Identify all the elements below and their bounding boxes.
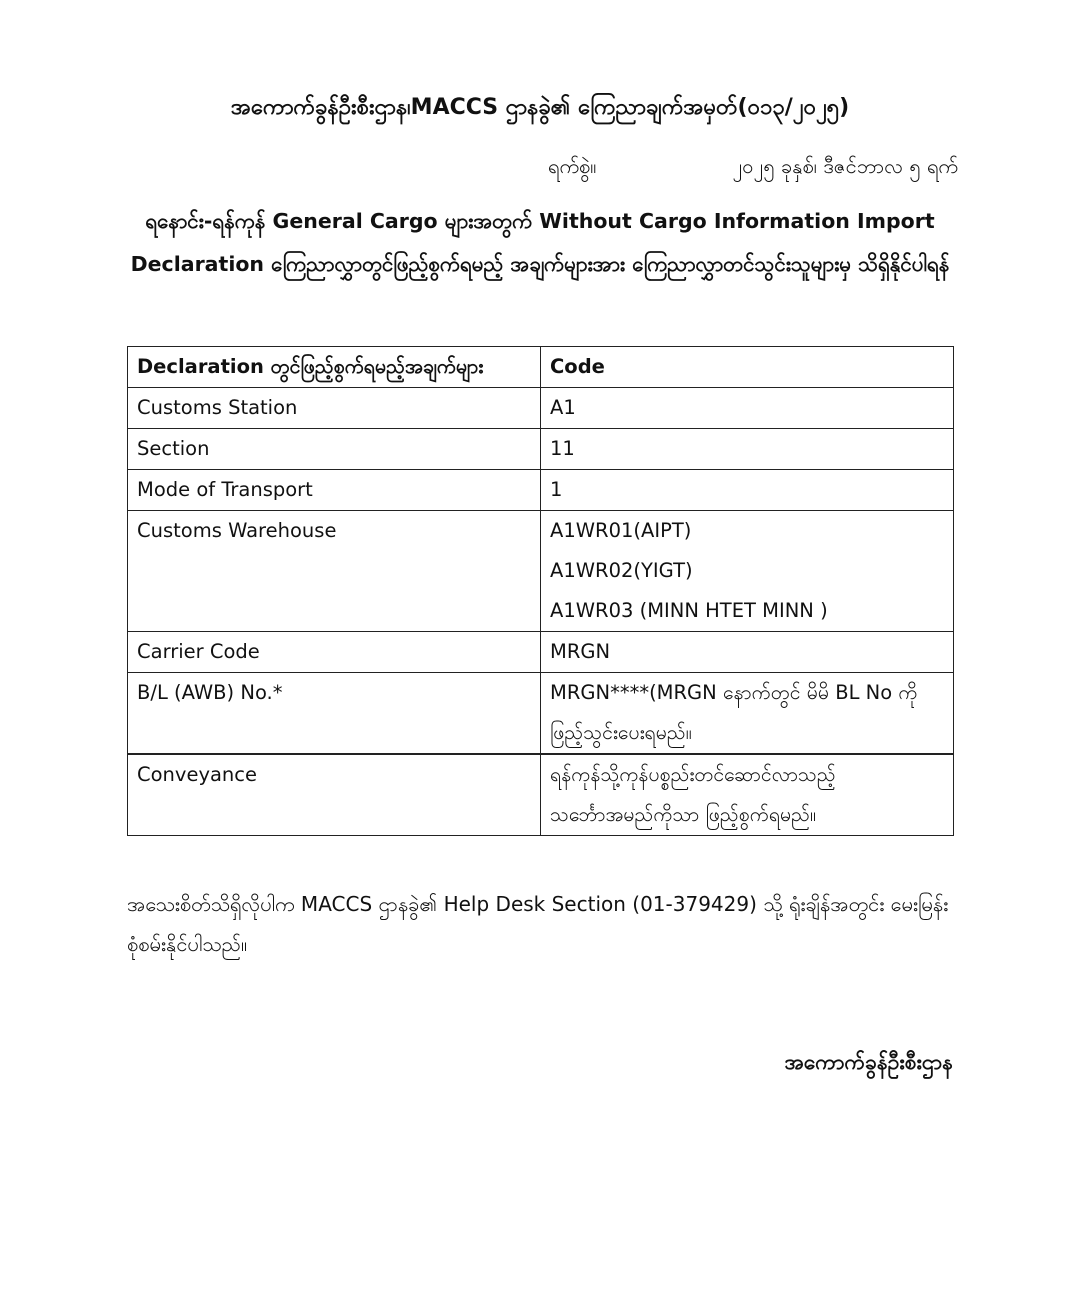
code-value: A1WR03 (MINN HTET MINN )	[550, 599, 828, 622]
field-cell: Carrier Code	[128, 632, 541, 673]
table-row-mode-of-transport	[128, 470, 954, 511]
code-value: A1WR02(YIGT)	[550, 559, 693, 582]
code-value: 11	[550, 437, 575, 460]
field-cell: Conveyance	[128, 754, 541, 836]
announcement-heading: ရနောင်း-ရန်ကုန် General Cargo များအတွက် Without Cargo Information Import Declaration ကြေညာလွှာတွင်ဖြည့်စွက်ရမည့် အချက်များအား ကြေညာလွှာတင်သွင်းသူများမှ သိရှိနိုင်ပါရန်	[130, 209, 950, 276]
field-cell: Customs Station	[128, 388, 541, 429]
field-cell: Mode of Transport	[128, 470, 541, 511]
code-value: သင်္ဘောအမည်ကိုသာ ဖြည့်စွက်ရမည်။	[550, 803, 816, 826]
column-header-code: Code	[541, 347, 954, 388]
table-row-carrier-code	[128, 632, 954, 673]
table-row-customs-station	[128, 388, 954, 429]
table-row-bl-no	[128, 673, 954, 755]
column-header-field: Declaration တွင်ဖြည့်စွက်ရမည့်အချက်များ	[128, 347, 541, 388]
code-value: MRGN	[550, 640, 611, 663]
date-value: ၂၀၂၅ ခုနှစ်၊ ဒီဇင်ဘာလ ၅ ရက်	[732, 154, 958, 178]
code-value: MRGN****(MRGN နောက်တွင် မိမိ BL No ကို	[550, 681, 918, 704]
field-cell: Section	[128, 429, 541, 470]
code-value: ဖြည့်သွင်းပေးရမည်။	[550, 721, 692, 744]
code-cell	[541, 429, 954, 470]
table-row-conveyance	[128, 754, 954, 836]
code-value: A1WR01(AIPT)	[550, 519, 692, 542]
field-cell: Customs Warehouse	[128, 511, 541, 632]
code-cell	[541, 470, 954, 511]
date-label: ရက်စွဲ။	[548, 154, 597, 178]
signature-department: အကောက်ခွန်ဦးစီးဌာန	[784, 1050, 953, 1074]
code-cell	[541, 754, 954, 836]
table-row-section	[128, 429, 954, 470]
code-cell	[541, 388, 954, 429]
table-row-customs-warehouse	[128, 511, 954, 632]
code-value: A1	[550, 396, 576, 419]
code-cell	[541, 632, 954, 673]
code-cell	[541, 511, 954, 632]
code-cell	[541, 673, 954, 755]
announcement-title: အကောက်ခွန်ဦးစီးဌာန၊MACCS ဌာနခွဲ၏ ကြေညာချက်အမှတ်(၀၁၃/၂၀၂၅)	[230, 95, 850, 120]
code-value: ရန်ကုန်သို့ကုန်ပစ္စည်းတင်ဆောင်လာသည့်	[550, 763, 836, 786]
help-desk-note: အသေးစိတ်သိရှိလိုပါက MACCS ဌာနခွဲ၏ Help Desk Section (01-379429) သို့ ရုံးချိန်အတွင်း မေးမြန်းစုံစမ်းနိုင်ပါသည်။	[127, 892, 949, 956]
field-cell: B/L (AWB) No.*	[128, 673, 541, 755]
code-value: 1	[550, 478, 563, 501]
table-header-row	[128, 347, 954, 388]
declaration-table	[127, 346, 954, 836]
